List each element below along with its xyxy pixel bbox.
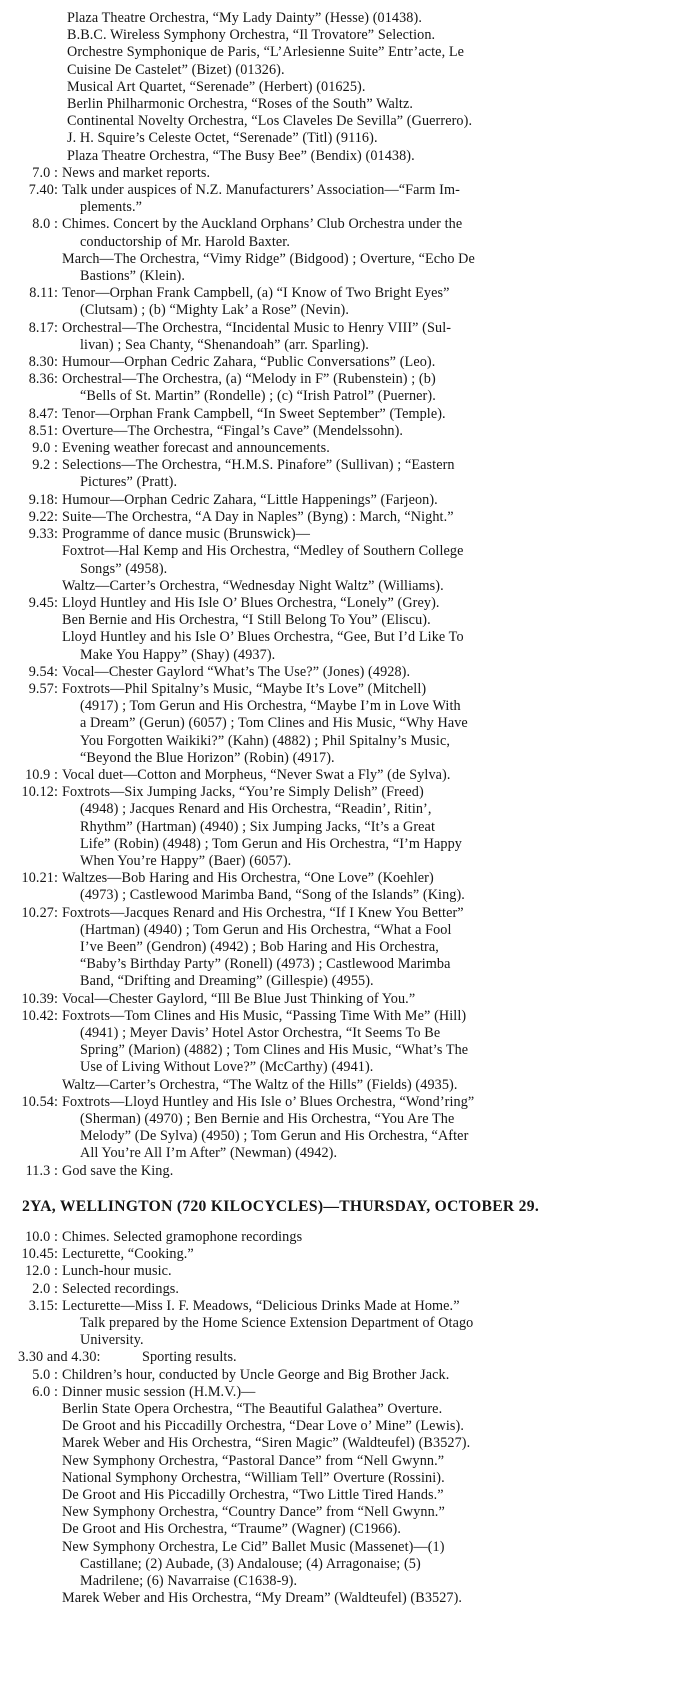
entry-line: Ben Bernie and His Orchestra, “I Still Belong To You” (Eliscu).	[62, 612, 431, 629]
entry-description	[62, 320, 682, 354]
entry-line: Foxtrot—Hal Kemp and His Orchestra, “Medley of Southern College	[62, 543, 464, 560]
entry-time: 9.57:	[28, 680, 58, 697]
entry-description	[62, 1163, 682, 1180]
entry-description	[62, 1418, 682, 1435]
entry-line: Songs” (4958).	[80, 560, 168, 577]
entry-time: 6.0 :	[32, 1383, 58, 1400]
entry-line: Vocal—Chester Gaylord “What’s The Use?” (Jones) (4928).	[62, 663, 411, 680]
schedule-entry	[12, 870, 682, 904]
entry-description	[62, 1229, 682, 1246]
schedule-entry	[12, 991, 682, 1008]
schedule-entry	[12, 354, 682, 371]
schedule-entry	[12, 492, 682, 509]
entry-description	[62, 1401, 682, 1418]
entry-line: Marek Weber and His Orchestra, “Siren Magic” (Waldteufel) (B3527).	[62, 1435, 471, 1452]
entry-time: 10.12:	[21, 784, 58, 801]
entry-time: 8.11:	[29, 285, 58, 302]
entry-line: News and market reports.	[62, 164, 211, 181]
schedule-entry	[12, 251, 682, 285]
entry-description	[62, 285, 682, 319]
entry-time: 10.9 :	[25, 766, 58, 783]
programme-line: Berlin Philharmonic Orchestra, “Roses of the South” Waltz.	[67, 96, 414, 113]
schedule-entry	[12, 629, 682, 663]
entry-line: Orchestral—The Orchestra, “Incidental Music to Henry VIII” (Sul-	[62, 319, 452, 336]
entry-line: Orchestral—The Orchestra, (a) “Melody in F” (Rubenstein) ; (b)	[62, 371, 436, 388]
entry-line: Programme of dance music (Brunswick)—	[62, 526, 310, 543]
entry-line: Lecturette—Miss I. F. Meadows, “Delicious Drinks Made at Home.”	[62, 1297, 460, 1314]
entry-line: (4948) ; Jacques Renard and His Orchestra, “Readin’, Ritin’,	[80, 801, 432, 818]
entry-description	[142, 1349, 682, 1366]
entry-line: “Bells of St. Martin” (Rondelle) ; (c) “Irish Patrol” (Puerner).	[80, 388, 436, 405]
entry-description	[62, 1077, 682, 1094]
entry-line: De Groot and His Piccadilly Orchestra, “Two Little Tired Hands.”	[62, 1487, 444, 1504]
entry-line: Castillane; (2) Aubade, (3) Andalouse; (4) Arragonaise; (5)	[80, 1555, 421, 1572]
entry-time: 7.40:	[28, 182, 58, 199]
entry-line: Chimes. Concert by the Auckland Orphans’ Club Orchestra under the	[62, 216, 463, 233]
entry-line: New Symphony Orchestra, “Country Dance” from “Nell Gwynn.”	[62, 1504, 445, 1521]
entry-time: 8.47:	[28, 405, 58, 422]
entry-line: All You’re All I’m After” (Newman) (4942).	[80, 1145, 338, 1162]
entry-time: 11.3 :	[25, 1162, 58, 1179]
entry-line: Chimes. Selected gramophone recordings	[62, 1229, 303, 1246]
entry-time: 8.51:	[28, 422, 58, 439]
schedule-entry	[12, 526, 682, 543]
entry-line: When You’re Happy” (Baer) (6057).	[80, 852, 292, 869]
entry-description	[62, 1008, 682, 1077]
entry-description	[62, 509, 682, 526]
schedule-entry	[12, 1384, 682, 1401]
schedule-entry	[12, 681, 682, 767]
entry-description	[62, 664, 682, 681]
schedule-entry	[12, 320, 682, 354]
programme-line: B.B.C. Wireless Symphony Orchestra, “Il Trovatore” Selection.	[67, 27, 436, 44]
entry-line: Humour—Orphan Cedric Zahara, “Public Conversations” (Leo).	[62, 354, 436, 371]
schedule-entry	[12, 1008, 682, 1077]
entry-line: National Symphony Orchestra, “William Tell” Overture (Rossini).	[62, 1469, 445, 1486]
entry-line: (Hartman) (4940) ; Tom Gerun and His Orchestra, “What a Fool	[80, 921, 452, 938]
schedule-entry	[12, 767, 682, 784]
entry-time: 7.0 :	[32, 164, 58, 181]
entry-description	[62, 681, 682, 767]
entry-line: Selections—The Orchestra, “H.M.S. Pinafore” (Sullivan) ; “Eastern	[62, 457, 455, 474]
entry-line: I’ve Been” (Gendron) (4942) ; Bob Haring and His Orchestra,	[80, 938, 439, 955]
entry-line: Band, “Drifting and Dreaming” (Gillespie) (4955).	[80, 973, 374, 990]
entry-time: 5.0 :	[32, 1366, 58, 1383]
entry-line: Waltzes—Bob Haring and His Orchestra, “One Love” (Koehler)	[62, 870, 434, 887]
entry-time: 9.22:	[28, 508, 58, 525]
entry-line: Foxtrots—Lloyd Huntley and His Isle o’ Blues Orchestra, “Wond’ring”	[62, 1093, 475, 1110]
schedule-entry	[12, 1521, 682, 1538]
entry-time: 9.45:	[28, 594, 58, 611]
entry-line: Foxtrots—Jacques Renard and His Orchestra, “If I Knew You Better”	[62, 904, 464, 921]
entry-line: Dinner music session (H.M.V.)—	[62, 1383, 256, 1400]
schedule-entry	[12, 1263, 682, 1280]
programme-line: Plaza Theatre Orchestra, “My Lady Dainty” (Hesse) (01438).	[67, 10, 422, 26]
entry-description	[62, 991, 682, 1008]
entry-line: De Groot and his Piccadilly Orchestra, “Dear Love o’ Mine” (Lewis).	[62, 1418, 464, 1435]
schedule-entry	[12, 1077, 682, 1094]
schedule-entry	[12, 1453, 682, 1470]
entry-line: Bastions” (Klein).	[80, 268, 186, 285]
entry-line: Selected recordings.	[62, 1280, 180, 1297]
entry-description	[62, 1521, 682, 1538]
entry-description	[62, 492, 682, 509]
entry-description	[62, 251, 682, 285]
entry-line: Spring” (Marion) (4882) ; Tom Clines and His Music, “What’s The	[80, 1042, 469, 1059]
schedule-entry	[12, 1298, 682, 1350]
entry-time: 10.27:	[21, 904, 58, 921]
schedule-entry	[12, 406, 682, 423]
schedule-entry	[12, 1349, 682, 1366]
entry-line: Sporting results.	[142, 1349, 237, 1366]
programme-line: Cuisine De Castelet” (Bizet) (01326).	[67, 61, 285, 78]
schedule-entry	[12, 543, 682, 577]
entry-line: Berlin State Opera Orchestra, “The Beautiful Galathea” Overture.	[62, 1401, 443, 1418]
schedule-entry	[12, 1418, 682, 1435]
entry-line: Rhythm” (Hartman) (4940) ; Six Jumping Jacks, “It’s a Great	[80, 818, 435, 835]
entry-description	[62, 1263, 682, 1280]
entry-line: Waltz—Carter’s Orchestra, “Wednesday Night Waltz” (Williams).	[62, 577, 444, 594]
entry-line: Talk under auspices of N.Z. Manufacturers’ Association—“Farm Im-	[62, 182, 460, 199]
entry-time: 10.45:	[21, 1246, 58, 1263]
schedule-entry	[12, 1281, 682, 1298]
entry-time: 10.39:	[21, 990, 58, 1007]
schedule-entry	[12, 1504, 682, 1521]
entry-description	[62, 182, 682, 216]
entry-line: Lunch-hour music.	[62, 1263, 172, 1280]
entry-line: Tenor—Orphan Frank Campbell, “In Sweet September” (Temple).	[62, 405, 446, 422]
entry-description	[62, 1298, 682, 1350]
schedule-entry	[12, 784, 682, 870]
entry-line: You Forgotten Waikiki?” (Kahn) (4882) ; Phil Spitalny’s Music,	[80, 732, 450, 749]
entry-time: 10.21:	[21, 870, 58, 887]
entry-line: Suite—The Orchestra, “A Day in Naples” (Byng) : March, “Night.”	[62, 508, 454, 525]
entry-description	[62, 354, 682, 371]
entry-line: Humour—Orphan Cedric Zahara, “Little Happenings” (Farjeon).	[62, 491, 438, 508]
entry-description	[62, 595, 682, 612]
entry-description	[62, 457, 682, 491]
entry-description	[62, 1590, 682, 1607]
entry-description	[62, 1367, 682, 1384]
entry-line: (4917) ; Tom Gerun and His Orchestra, “Maybe I’m in Love With	[80, 698, 461, 715]
entry-line: Foxtrots—Phil Spitalny’s Music, “Maybe It’s Love” (Mitchell)	[62, 680, 427, 697]
entry-description	[62, 905, 682, 991]
entry-description	[62, 629, 682, 663]
schedule-entry	[12, 1094, 682, 1163]
entry-description	[62, 1453, 682, 1470]
entry-description	[62, 371, 682, 405]
entry-line: plements.”	[80, 199, 143, 216]
schedule-entry	[12, 1590, 682, 1607]
section1-schedule	[12, 165, 682, 1180]
programme-line: Musical Art Quartet, “Serenade” (Herbert) (01625).	[67, 78, 366, 95]
entry-time: 9.2 :	[32, 457, 58, 474]
schedule-entry	[12, 1163, 682, 1180]
entry-description	[62, 1246, 682, 1263]
entry-time: 9.18:	[28, 491, 58, 508]
entry-time: 8.0 :	[32, 216, 58, 233]
entry-description	[62, 1470, 682, 1487]
entry-line: Lloyd Huntley and his Isle O’ Blues Orchestra, “Gee, But I’d Like To	[62, 629, 464, 646]
entry-description	[62, 543, 682, 577]
entry-time: 3.30 and 4.30:	[18, 1349, 101, 1366]
entry-description	[62, 1384, 682, 1401]
entry-line: Melody” (De Sylva) (4950) ; Tom Gerun and His Orchestra, “After	[80, 1128, 469, 1145]
schedule-entry	[12, 1470, 682, 1487]
entry-time: 2.0 :	[32, 1280, 58, 1297]
entry-line: Children’s hour, conducted by Uncle George and Big Brother Jack.	[62, 1366, 450, 1383]
entry-line: (Clutsam) ; (b) “Mighty Lak’ a Rose” (Nevin).	[80, 302, 349, 319]
entry-time: 8.36:	[28, 371, 58, 388]
programme-line: Orchestre Symphonique de Paris, “L’Arlesienne Suite” Entr’acte, Le	[67, 44, 465, 61]
entry-line: Lloyd Huntley and His Isle O’ Blues Orchestra, “Lonely” (Grey).	[62, 594, 440, 611]
entry-description	[62, 1281, 682, 1298]
entry-line: Waltz—Carter’s Orchestra, “The Waltz of the Hills” (Fields) (4935).	[62, 1076, 458, 1093]
entry-description	[62, 440, 682, 457]
schedule-entry	[12, 509, 682, 526]
schedule-entry	[12, 664, 682, 681]
schedule-entry	[12, 457, 682, 491]
schedule-entry	[12, 182, 682, 216]
entry-time: 10.42:	[21, 1007, 58, 1024]
entry-description	[62, 784, 682, 870]
entry-description	[62, 612, 682, 629]
entry-line: Overture—The Orchestra, “Fingal’s Cave” (Mendelssohn).	[62, 422, 404, 439]
section1-continuation	[12, 10, 682, 165]
schedule-entry	[12, 905, 682, 991]
schedule-entry	[12, 216, 682, 250]
entry-description	[62, 406, 682, 423]
entry-time: 8.30:	[28, 354, 58, 371]
entry-time: 9.54:	[28, 663, 58, 680]
schedule-entry	[12, 578, 682, 595]
entry-line: Use of Living Without Love?” (McCarthy) (4941).	[80, 1059, 374, 1076]
entry-line: “Baby’s Birthday Party” (Ronell) (4973) ; Castlewood Marimba	[80, 956, 451, 973]
entry-line: Life” (Robin) (4948) ; Tom Gerun and His Orchestra, “I’m Happy	[80, 835, 462, 852]
entry-description	[62, 1487, 682, 1504]
entry-time: 9.33:	[28, 526, 58, 543]
schedule-entry	[12, 595, 682, 612]
schedule-entry	[12, 1367, 682, 1384]
entry-line: March—The Orchestra, “Vimy Ridge” (Bidgood) ; Overture, “Echo De	[62, 250, 475, 267]
entry-line: “Beyond the Blue Horizon” (Robin) (4917).	[80, 749, 335, 766]
schedule-entry	[12, 1539, 682, 1591]
entry-line: (4973) ; Castlewood Marimba Band, “Song of the Islands” (King).	[80, 887, 465, 904]
station-header: 2YA, WELLINGTON (720 KILOCYCLES)—THURSDAY, OCTOBER 29.	[22, 1197, 540, 1215]
entry-line: New Symphony Orchestra, Le Cid” Ballet Music (Massenet)—(1)	[62, 1538, 445, 1555]
entry-line: Vocal duet—Cotton and Morpheus, “Never Swat a Fly” (de Sylva).	[62, 766, 451, 783]
entry-line: Foxtrots—Tom Clines and His Music, “Passing Time With Me” (Hill)	[62, 1007, 467, 1024]
entry-description	[62, 578, 682, 595]
entry-time: 8.17:	[28, 319, 58, 336]
schedule-entry	[12, 423, 682, 440]
entry-description	[62, 526, 682, 543]
entry-line: Madrilene; (6) Navarraise (C1638-9).	[80, 1573, 298, 1590]
entry-line: Marek Weber and His Orchestra, “My Dream” (Waldteufel) (B3527).	[62, 1590, 463, 1607]
entry-line: Lecturette, “Cooking.”	[62, 1246, 194, 1263]
entry-line: University.	[80, 1332, 144, 1349]
schedule-entry	[12, 1401, 682, 1418]
entry-time: 10.54:	[21, 1093, 58, 1110]
programme-line: J. H. Squire’s Celeste Octet, “Serenade” (Titl) (9116).	[67, 130, 378, 147]
entry-line: Make You Happy” (Shay) (4937).	[80, 646, 276, 663]
entry-line: New Symphony Orchestra, “Pastoral Dance” from “Nell Gwynn.”	[62, 1452, 445, 1469]
entry-line: (Sherman) (4970) ; Ben Bernie and His Orchestra, “You Are The	[80, 1111, 455, 1127]
entry-line: conductorship of Mr. Harold Baxter.	[80, 233, 290, 250]
schedule-entry	[12, 285, 682, 319]
entry-line: Foxtrots—Six Jumping Jacks, “You’re Simply Delish” (Freed)	[62, 784, 424, 801]
entry-line: Evening weather forecast and announcements.	[62, 440, 330, 457]
schedule-entry	[12, 1435, 682, 1452]
schedule-entry	[12, 165, 682, 182]
entry-time: 3.15:	[28, 1297, 58, 1314]
entry-description	[62, 1539, 682, 1591]
entry-description	[62, 216, 682, 250]
entry-description	[62, 870, 682, 904]
entry-time: 9.0 :	[32, 440, 58, 457]
entry-time: 10.0 :	[25, 1229, 58, 1246]
entry-line: Tenor—Orphan Frank Campbell, (a) “I Know of Two Bright Eyes”	[62, 285, 450, 302]
schedule-entry	[12, 612, 682, 629]
programme-line: Continental Novelty Orchestra, “Los Claveles De Sevilla” (Guerrero).	[67, 113, 473, 130]
entry-description	[62, 1504, 682, 1521]
entry-description	[62, 1435, 682, 1452]
entry-time: 12.0 :	[25, 1263, 58, 1280]
entry-line: livan) ; Sea Chanty, “Shenandoah” (arr. Sparling).	[80, 336, 369, 353]
entry-line: God save the King.	[62, 1162, 174, 1179]
programme-line: Plaza Theatre Orchestra, “The Busy Bee” (Bendix) (01438).	[67, 147, 415, 164]
schedule-entry	[12, 1229, 682, 1246]
schedule-entry	[12, 371, 682, 405]
entry-description	[62, 423, 682, 440]
entry-line: Vocal—Chester Gaylord, “Ill Be Blue Just Thinking of You.”	[62, 990, 416, 1007]
schedule-entry	[12, 1246, 682, 1263]
entry-line: De Groot and His Orchestra, “Traume” (Wagner) (C1966).	[62, 1521, 402, 1538]
entry-line: Talk prepared by the Home Science Extension Department of Otago	[80, 1315, 474, 1332]
entry-line: a Dream” (Gerun) (6057) ; Tom Clines and His Music, “Why Have	[80, 715, 468, 732]
schedule-entry	[12, 440, 682, 457]
entry-description	[62, 165, 682, 182]
entry-line: Pictures” (Pratt).	[80, 474, 178, 491]
section2-schedule	[12, 1229, 682, 1607]
schedule-entry	[12, 1487, 682, 1504]
entry-line: (4941) ; Meyer Davis’ Hotel Astor Orchestra, “It Seems To Be	[80, 1024, 441, 1041]
entry-description	[62, 1094, 682, 1163]
entry-description	[62, 767, 682, 784]
